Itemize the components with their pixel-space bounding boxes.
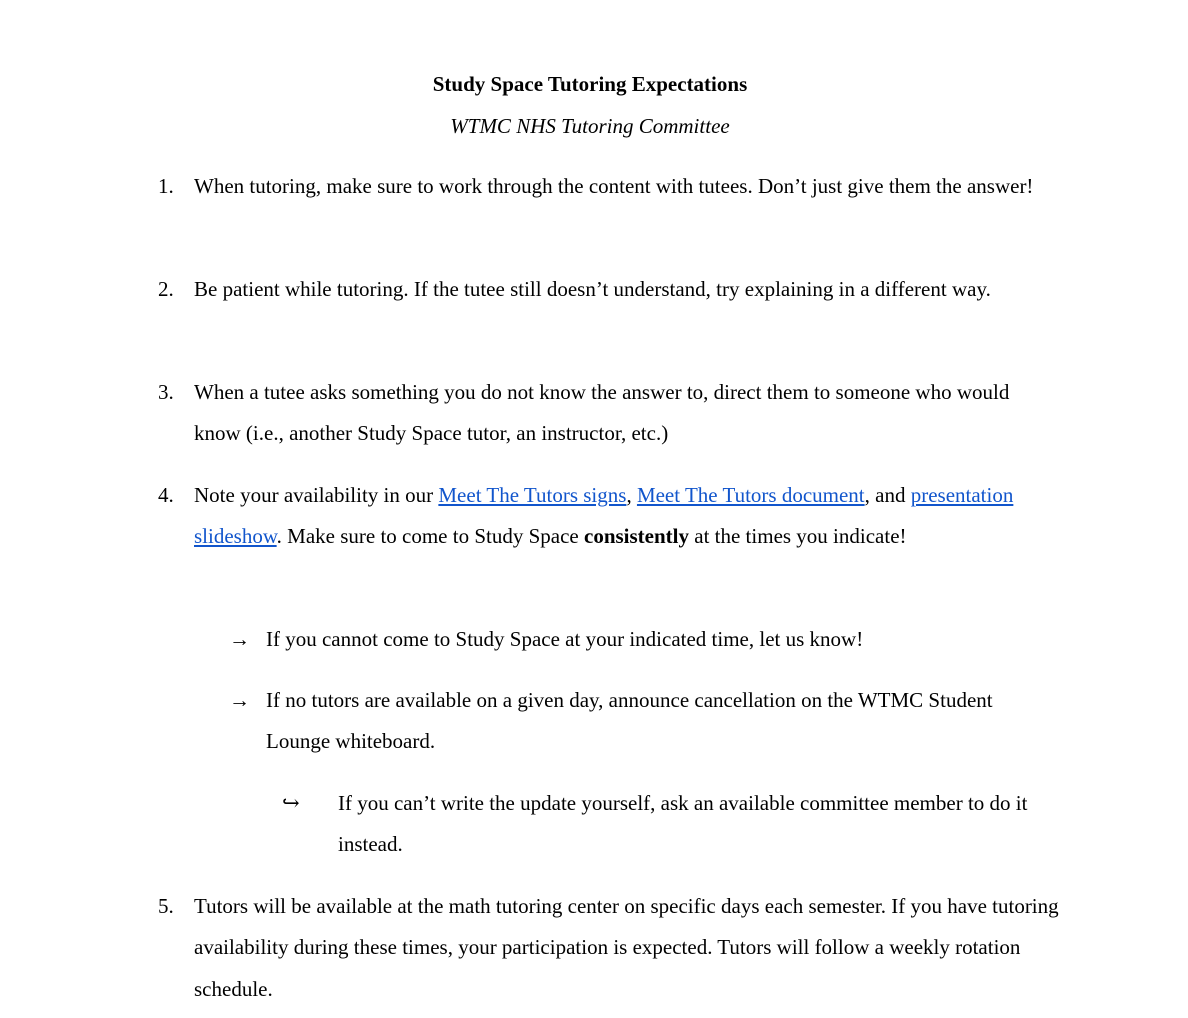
arrow-bullet-icon: →: [229, 688, 250, 712]
presentation-slideshow-link[interactable]: presentation slideshow: [194, 483, 1014, 549]
document-title: Study Space Tutoring Expectations: [432, 72, 748, 96]
sub-sub-list-item-text: If you can’t write the update yourself, ask an available committee member to do it instead.: [338, 791, 1028, 857]
text-segment: . Make sure to come to Study Space: [276, 524, 584, 549]
list-item-text: Tutors will be available at the math tutoring center on specific days each semester. If you have tutoring availability during these times, your participation is expected. Tutors will follow a weekly rotation schedule.: [194, 894, 1059, 1001]
return-arrow-bullet-icon: ↪: [282, 791, 300, 815]
list-item-number: 4.: [158, 483, 174, 507]
list-item-text: [194, 475, 1064, 558]
list-item-number: 3.: [158, 380, 174, 404]
meet-the-tutors-document-link[interactable]: Meet The Tutors document: [636, 483, 865, 507]
list-item-number: 1.: [158, 174, 174, 198]
list-item-number: 2.: [158, 277, 174, 301]
document-subtitle: WTMC NHS Tutoring Committee: [450, 114, 730, 138]
text-segment: Note your availability in our: [194, 483, 439, 507]
sub-list-item-text: If no tutors are available on a given day, announce cancellation on the WTMC Student Lounge whiteboard.: [266, 688, 993, 754]
list-item-number: 5.: [158, 894, 174, 918]
text-segment: , and: [864, 483, 911, 507]
text-segment: at the times you indicate!: [689, 524, 907, 549]
sub-list-item-text: If you cannot come to Study Space at your indicated time, let us know!: [266, 627, 864, 651]
list-item-text: Be patient while tutoring. If the tutee still doesn’t understand, try explaining in a different way.: [194, 277, 991, 301]
arrow-bullet-icon: →: [229, 627, 250, 651]
list-item-text: When tutoring, make sure to work through the content with tutees. Don’t just give them the answer!: [194, 174, 1034, 198]
meet-the-tutors-signs-link[interactable]: Meet The Tutors signs: [438, 483, 627, 507]
list-item-text: When a tutee asks something you do not know the answer to, direct them to someone who would know (i.e., another Study Space tutor, an instructor, etc.): [194, 380, 1010, 446]
text-segment: ,: [626, 483, 637, 507]
emphasis-text: consistently: [584, 524, 689, 549]
